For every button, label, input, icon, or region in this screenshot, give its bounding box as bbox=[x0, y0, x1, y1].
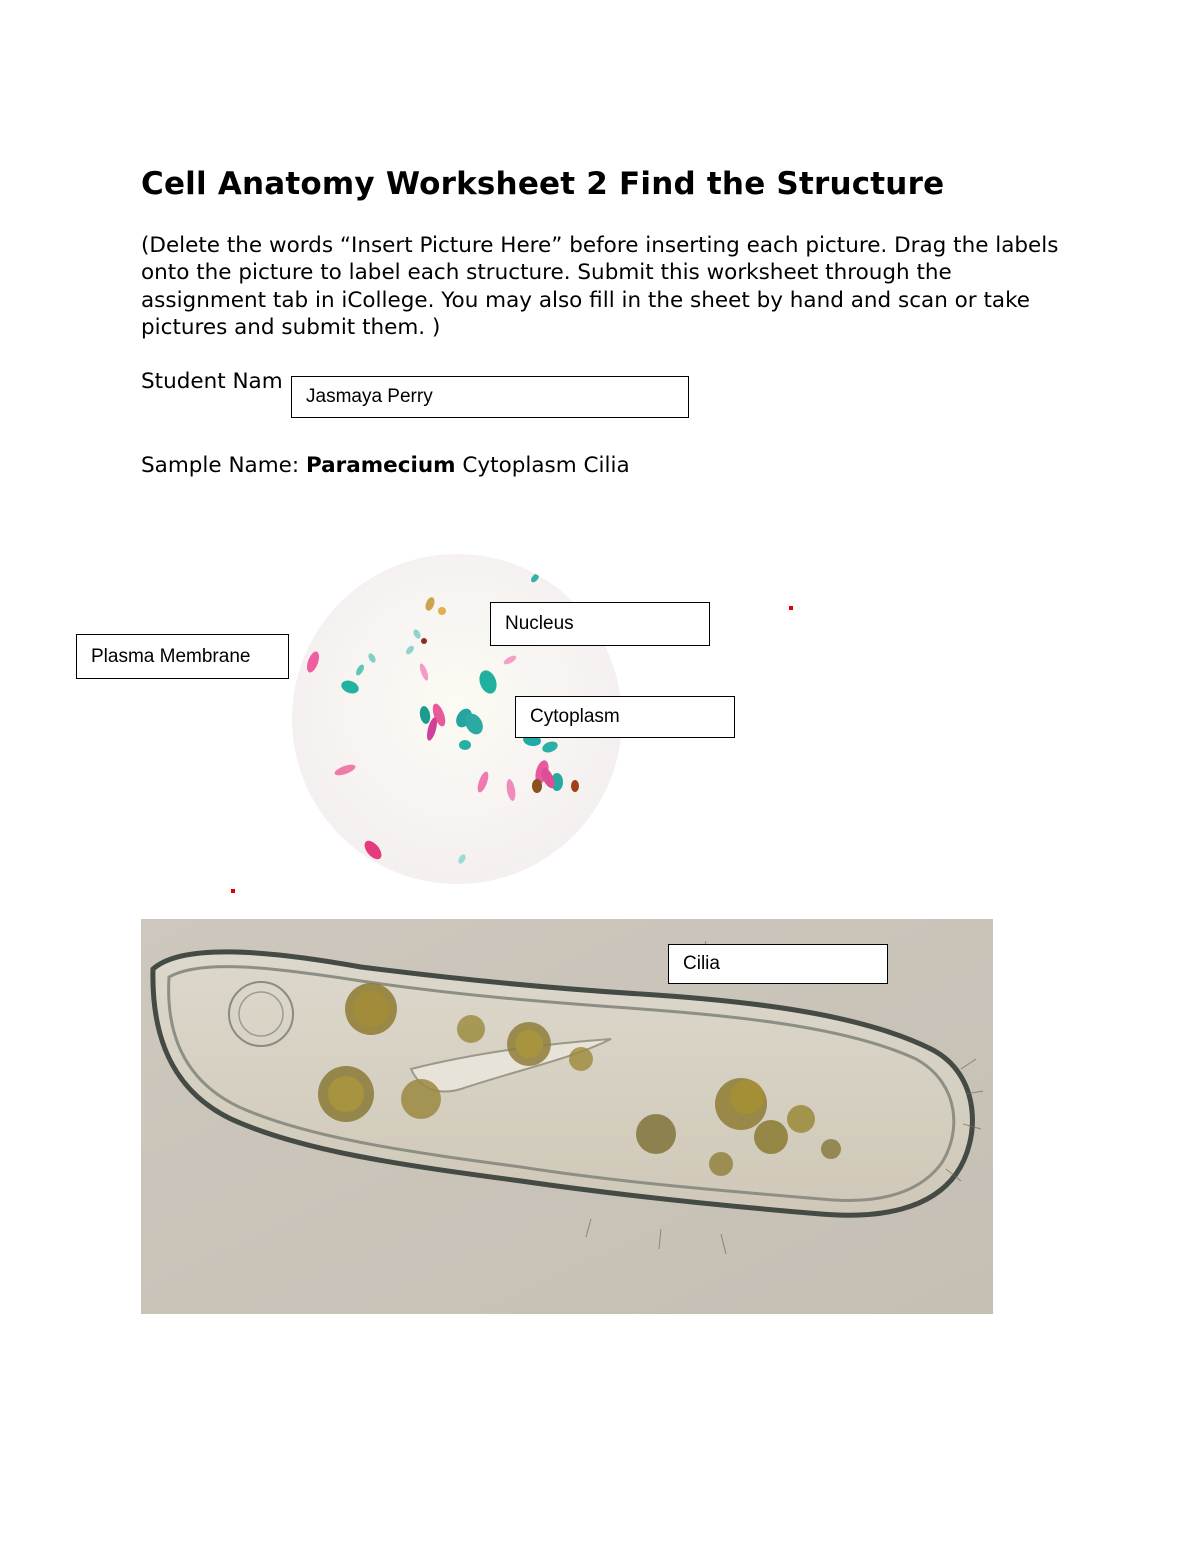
label-nucleus-text: Nucleus bbox=[505, 613, 574, 634]
worksheet-title: Cell Anatomy Worksheet 2 Find the Structure bbox=[141, 166, 945, 202]
red-mark bbox=[789, 606, 793, 610]
student-name-value: Jasmaya Perry bbox=[306, 386, 433, 407]
student-name-label: Student Nam bbox=[141, 369, 283, 394]
student-name-field[interactable] bbox=[291, 376, 689, 418]
instructions-text: (Delete the words “Insert Picture Here” before inserting each picture. Drag the labels onto the picture to label each structure. Submit this worksheet through the assignment tab in iCollege. You may also fill in the sheet by hand and scan or take pictures and submit them. ) bbox=[141, 233, 1059, 340]
label-plasma-membrane-text: Plasma Membrane bbox=[91, 645, 251, 667]
label-cytoplasm[interactable] bbox=[515, 696, 735, 738]
sample-name-bold: Paramecium bbox=[305, 453, 456, 478]
label-nucleus[interactable] bbox=[490, 602, 710, 646]
label-cilia-text: Cilia bbox=[683, 953, 720, 974]
label-cilia[interactable] bbox=[668, 944, 888, 984]
label-plasma-membrane[interactable] bbox=[76, 634, 289, 679]
red-mark bbox=[231, 889, 235, 893]
sample-name-label: Sample Name: bbox=[141, 453, 306, 478]
label-cytoplasm-text: Cytoplasm bbox=[530, 706, 620, 727]
sample-name-line bbox=[141, 453, 630, 478]
sample-name-rest: Cytoplasm Cilia bbox=[455, 453, 630, 478]
